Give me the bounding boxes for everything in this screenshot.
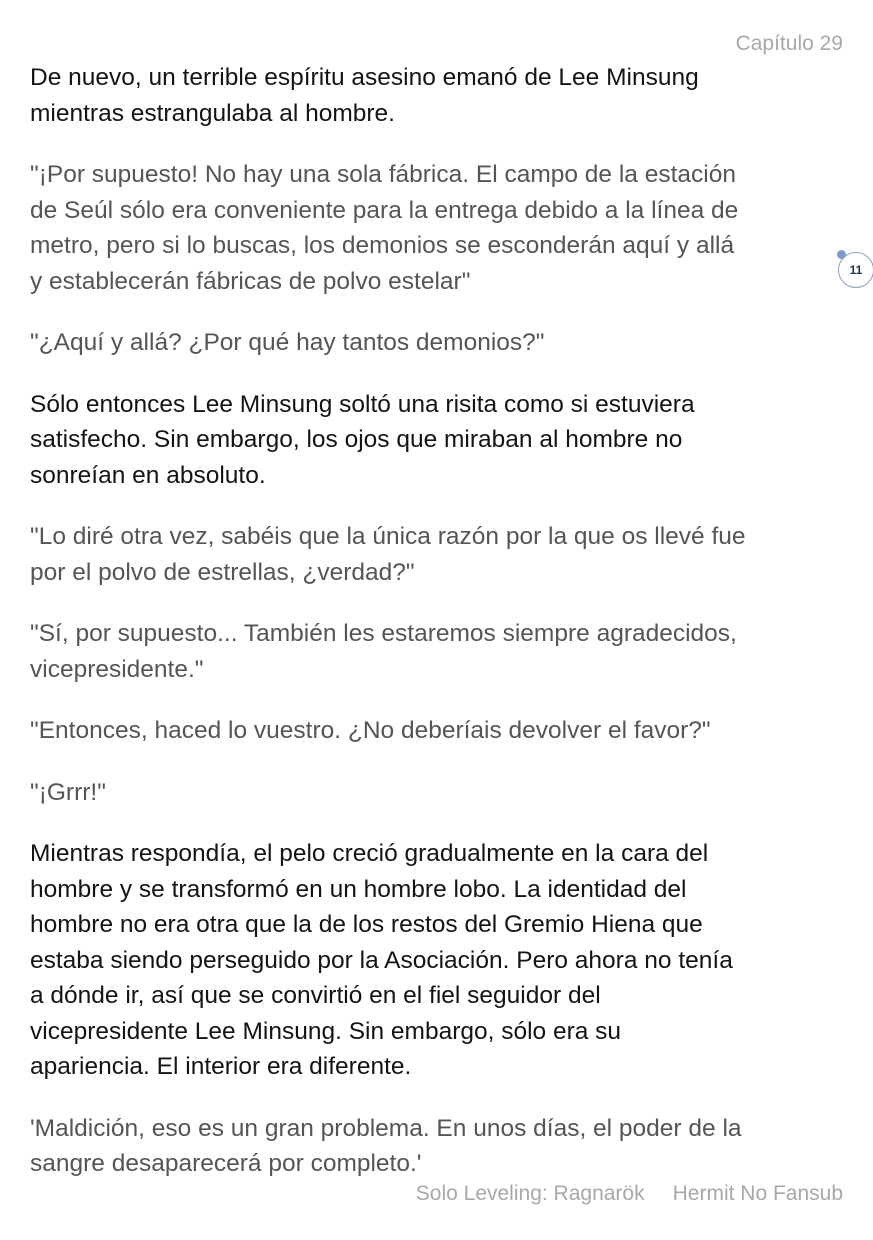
text-line: por el polvo de estrellas, ¿verdad?" [30,558,415,586]
text-line: sangre desaparecerá por completo.' [30,1150,422,1177]
narration-paragraph [30,387,850,494]
text-line: mientras estrangulaba al hombre. [30,99,395,127]
narration-paragraph [30,836,850,1085]
text-line: Mientras respondía, el pelo creció gradualmente en la cara del [30,840,709,867]
page-footer [388,1182,843,1206]
dialogue-paragraph [30,1111,850,1182]
text-line: De nuevo, un terrible espíritu asesino emanó de Lee Minsung [30,64,699,91]
dialogue-paragraph [30,519,850,590]
text-line: y establecerán fábricas de polvo estelar" [30,267,471,295]
text-line: "¡Por supuesto! No hay una sola fábrica. El campo de la estación [30,161,736,188]
dialogue-paragraph [30,325,850,361]
text-line: de Seúl sólo era conveniente para la entrega debido a la línea de [30,196,739,224]
text-line: hombre y se transformó en un hombre lobo. La identidad del [30,875,687,903]
text-line: "¡Grrr!" [30,778,106,806]
text-line: apariencia. El interior era diferente. [30,1053,412,1080]
text-line: vicepresidente Lee Minsung. Sin embargo, sólo era su [30,1017,622,1045]
footer-group: Hermit No Fansub [672,1182,843,1205]
footer-book-title: Solo Leveling: Ragnarök [415,1182,645,1205]
text-line: 'Maldición, eso es un gran problema. En unos días, el poder de la [30,1114,742,1142]
text-line: "Entonces, haced lo vuestro. ¿No deberíais devolver el favor?" [30,717,711,744]
annotation-dot-icon [837,250,846,259]
text-line: estaba siendo perseguido por la Asociación. Pero ahora no tenía [30,946,733,974]
text-line: "Lo diré otra vez, sabéis que la única razón por la que os llevé fue [30,523,746,550]
chapter-header: Capítulo 29 [735,32,843,55]
dialogue-paragraph [30,775,850,811]
dialogue-paragraph [30,616,850,687]
text-line: satisfecho. Sin embargo, los ojos que miraban al hombre no [30,426,683,453]
text-line: vicepresidente." [30,655,204,683]
text-line: sonreían en absoluto. [30,461,266,489]
text-line: hombre no era otra que la de los restos del Gremio Hiena que [30,911,703,938]
annotation-marker[interactable] [838,252,873,288]
text-line: metro, pero si lo buscas, los demonios se esconderán aquí y allá [30,232,735,259]
text-line: Sólo entonces Lee Minsung soltó una risita como si estuviera [30,390,695,418]
text-line: "Sí, por supuesto... También les estaremos siempre agradecidos, [30,620,737,647]
dialogue-paragraph [30,713,850,749]
text-line: "¿Aquí y allá? ¿Por qué hay tantos demonios?" [30,329,545,356]
narration-paragraph [30,60,850,131]
text-line: a dónde ir, así que se convirtió en el fiel seguidor del [30,982,601,1009]
dialogue-paragraph [30,157,850,299]
chapter-text [30,60,850,1208]
annotation-count: 11 [849,263,863,277]
